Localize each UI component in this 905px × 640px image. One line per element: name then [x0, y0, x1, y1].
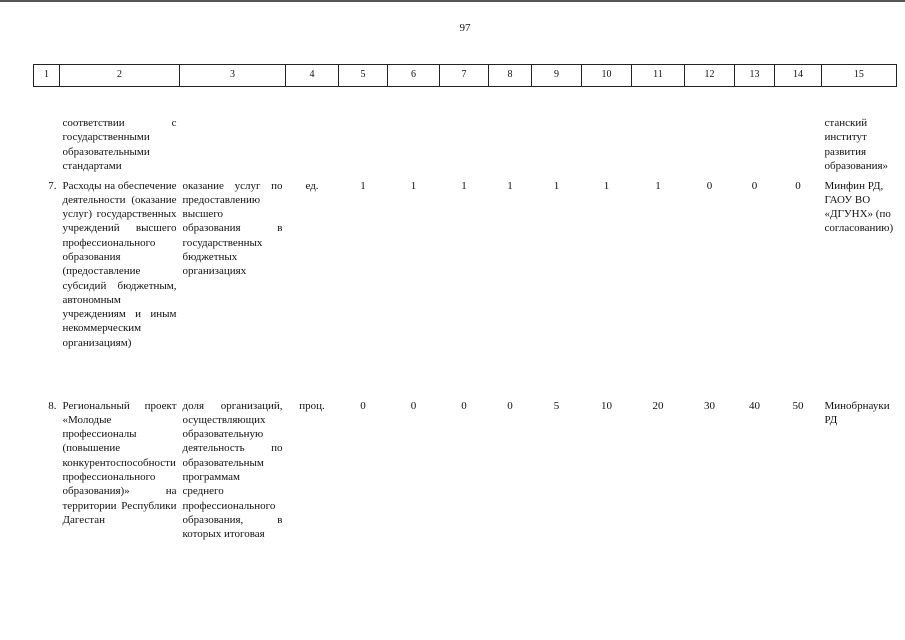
row-number: 8.: [48, 399, 57, 412]
row-indicator: оказание услуг по предоставлению высшего образования в государственных бюджетных организациях: [182, 179, 283, 278]
header-col-7: 7: [440, 65, 489, 87]
header-col-11: 11: [632, 65, 685, 87]
header-col-10: 10: [582, 65, 632, 87]
row-value-2022: 0: [507, 399, 513, 412]
row-value-2022: 1: [507, 179, 513, 192]
row-responsible: станский институт развития образования»: [824, 117, 889, 172]
row-value: [532, 87, 582, 179]
row-value-2024: 1: [603, 179, 610, 192]
row-value-2023: 5: [553, 399, 560, 412]
row-description: Региональный проект «Молодые профессионалы (повышение конкурентоспособности профессионального образования)» на территории Республики Дагестан: [62, 399, 177, 526]
row-value: [489, 87, 532, 179]
row-value-2025: 20: [652, 399, 664, 412]
page-number: 97: [459, 22, 471, 34]
top-border-line: [0, 0, 905, 2]
row-value-2027: 40: [749, 399, 760, 412]
header-col-13: 13: [735, 65, 775, 87]
header-col-6: 6: [388, 65, 440, 87]
table-row-8: [34, 399, 897, 569]
row-number: 7.: [48, 179, 57, 192]
row-value-2019: 0: [360, 399, 366, 412]
row-indicator: [180, 87, 286, 179]
row-unit: ед.: [305, 179, 319, 192]
row-value-2027: 0: [751, 179, 758, 192]
header-col-3: 3: [180, 65, 286, 87]
header-col-5: 5: [339, 65, 388, 87]
header-col-9: 9: [532, 65, 582, 87]
header-row: [34, 65, 897, 87]
row-description: соответствии с государственными образовательными стандартами: [62, 117, 177, 172]
row-value-2019: 1: [360, 179, 366, 192]
row-unit: проц.: [299, 399, 325, 412]
header-col-14: 14: [775, 65, 822, 87]
row-value-2028: 50: [792, 399, 804, 412]
header-col-1: 1: [34, 65, 60, 87]
row-value: [339, 87, 388, 179]
header-col-4: 4: [286, 65, 339, 87]
row-value-2020: 0: [410, 399, 417, 412]
row-value: [632, 87, 685, 179]
header-col-2: 2: [60, 65, 180, 87]
row-value-2028: 0: [795, 179, 801, 192]
table-row-7: [34, 179, 897, 399]
table-row-continuation: [34, 87, 897, 179]
program-indicators-table: [33, 64, 897, 569]
row-responsible: Минфин РД, ГАОУ ВО «ДГУНХ» (по согласованию): [824, 179, 894, 235]
row-description: Расходы на обеспечение деятельности (оказание услуг) государственных учреждений высшего профессионального образования (предоставление субсидий бюджетным, автономным учреждениям и иным некоммерческим организациям): [62, 179, 177, 349]
row-value: [388, 87, 440, 179]
row-value-2021: 1: [461, 179, 467, 192]
header-col-12: 12: [685, 65, 735, 87]
row-value: [685, 87, 735, 179]
row-value: [582, 87, 632, 179]
row-value-2025: 1: [655, 179, 661, 192]
row-value-2020: 1: [410, 179, 417, 192]
row-number: [34, 87, 60, 179]
header-col-15: 15: [822, 65, 897, 87]
row-value-2023: 1: [553, 179, 560, 192]
row-unit: [286, 87, 339, 179]
row-value: [440, 87, 489, 179]
row-value-2024: 10: [601, 399, 612, 412]
row-value-2026: 30: [704, 399, 715, 412]
row-value: [735, 87, 775, 179]
row-indicator: доля организаций, осуществляющих образовательную деятельность по образовательным программам среднего профессионального образования, в которых итоговая: [182, 399, 283, 541]
row-value-2021: 0: [461, 399, 467, 412]
header-col-8: 8: [489, 65, 532, 87]
row-value-2026: 0: [706, 179, 713, 192]
row-responsible: Минобрнауки РД: [824, 399, 890, 426]
row-value: [775, 87, 822, 179]
